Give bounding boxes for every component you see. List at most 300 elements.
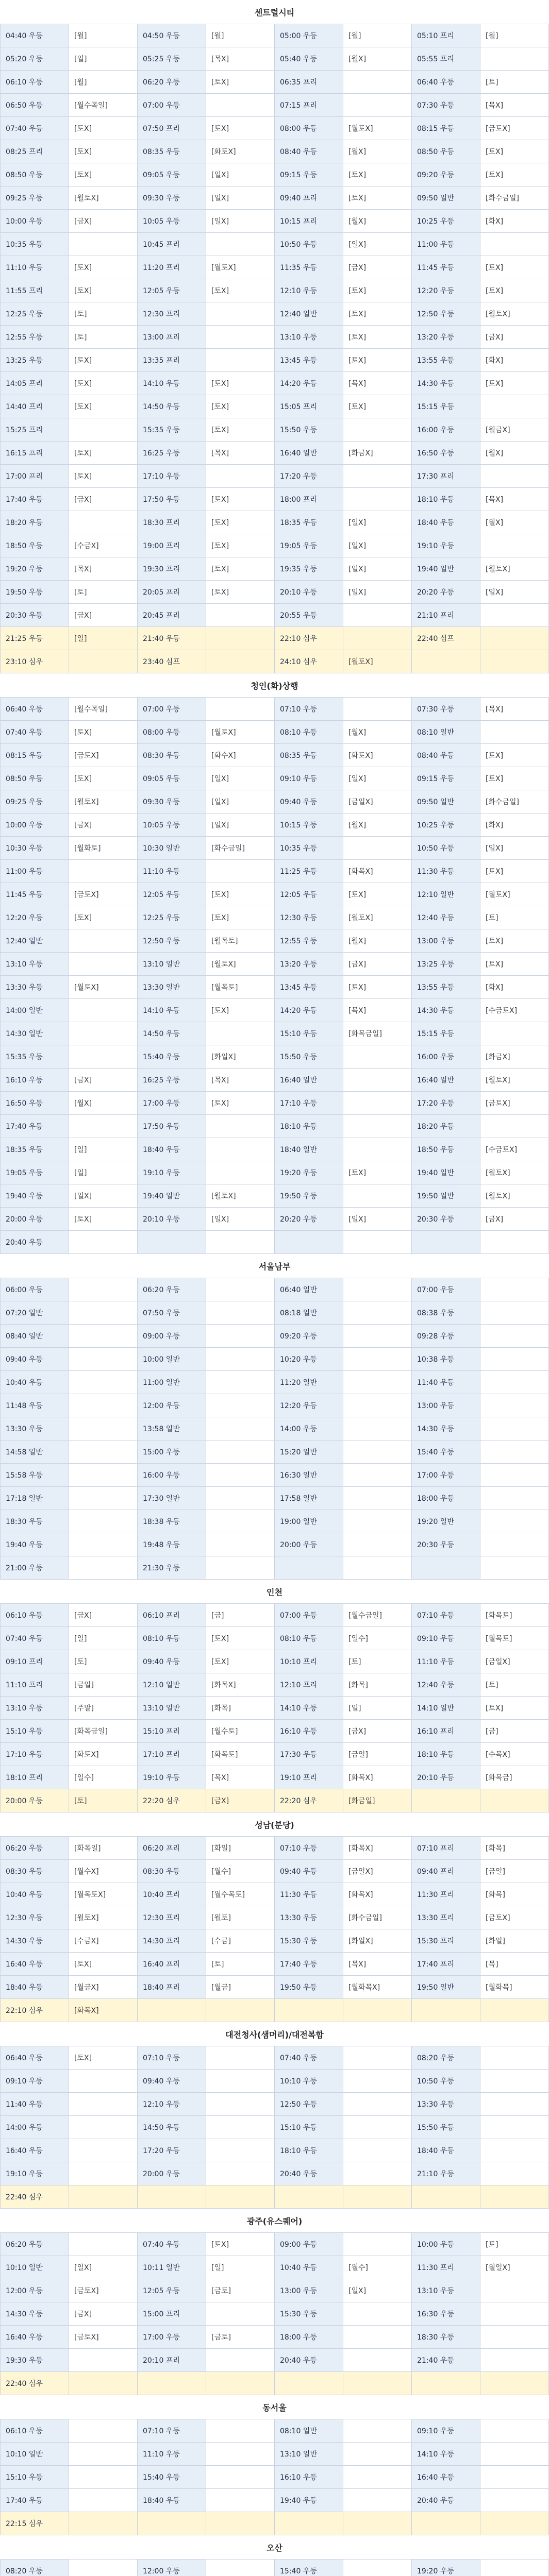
departure-time-cell: 09:40 우등 xyxy=(138,1650,206,1673)
day-tag-cell: [화목X] xyxy=(343,1883,412,1906)
day-tag-cell: [토X] xyxy=(69,395,138,418)
departure-time-cell: 16:40 우등 xyxy=(1,2326,69,2349)
departure-time-cell: 16:10 우등 xyxy=(275,1720,343,1743)
schedule-section xyxy=(0,1812,549,2022)
section-title: 대전청사(샘머리)/대전복합 xyxy=(0,2022,549,2046)
departure-time-cell: 12:55 우등 xyxy=(1,326,69,349)
day-tag-cell: [월목토] xyxy=(206,929,275,953)
day-tag-cell: [토X] xyxy=(69,349,138,372)
day-tag-cell: [금] xyxy=(206,1604,275,1627)
departure-time-cell: 06:20 우등 xyxy=(1,2233,69,2256)
schedule-section xyxy=(0,2209,549,2395)
day-tag-cell: [화수금일] xyxy=(480,187,549,210)
departure-time-cell: 19:40 일반 xyxy=(412,557,480,581)
day-tag-cell xyxy=(206,2443,275,2466)
departure-time-cell: 10:35 우등 xyxy=(275,837,343,860)
day-tag-cell xyxy=(206,1348,275,1371)
day-tag-cell: [월] xyxy=(206,24,275,47)
day-tag-cell xyxy=(206,2489,275,2512)
day-tag-cell: [화수금일] xyxy=(206,837,275,860)
day-tag-cell xyxy=(480,233,549,256)
departure-time-cell: 07:00 우등 xyxy=(412,1278,480,1301)
day-tag-cell xyxy=(69,1394,138,1417)
departure-time-cell: 23:10 심우 xyxy=(1,650,69,673)
day-tag-cell xyxy=(343,1301,412,1325)
departure-time-cell: 06:40 일반 xyxy=(275,1278,343,1301)
day-tag-cell xyxy=(69,1510,138,1533)
departure-time-cell: 19:30 우등 xyxy=(1,2349,69,2372)
day-tag-cell: [월수목토] xyxy=(206,1883,275,1906)
day-tag-cell: [일] xyxy=(69,627,138,650)
departure-time-cell: 14:50 우등 xyxy=(138,2116,206,2139)
departure-time-cell: 15:58 우등 xyxy=(1,1464,69,1487)
schedule-grid xyxy=(0,24,549,673)
day-tag-cell: [토X] xyxy=(343,395,412,418)
day-tag-cell: [토X] xyxy=(480,279,549,302)
departure-time-cell: 06:00 우등 xyxy=(1,1278,69,1301)
day-tag-cell xyxy=(343,1487,412,1510)
day-tag-cell: [토X] xyxy=(206,557,275,581)
day-tag-cell xyxy=(343,94,412,117)
day-tag-cell: [금X] xyxy=(69,210,138,233)
departure-time-cell: 13:55 우등 xyxy=(412,976,480,999)
day-tag-cell xyxy=(480,1999,549,2022)
day-tag-cell: [월수목일] xyxy=(69,94,138,117)
departure-time-cell: 06:10 우등 xyxy=(1,1604,69,1627)
day-tag-cell: [토] xyxy=(343,1650,412,1673)
departure-time-cell: 13:10 우등 xyxy=(412,2279,480,2302)
day-tag-cell xyxy=(343,2070,412,2093)
day-tag-cell xyxy=(69,2372,138,2395)
section-title: 인천 xyxy=(0,1580,549,1604)
day-tag-cell: [일X] xyxy=(69,1184,138,1208)
day-tag-cell: [금토X] xyxy=(69,2326,138,2349)
day-tag-cell xyxy=(343,1278,412,1301)
day-tag-cell: [일X] xyxy=(343,511,412,534)
departure-time-cell: 09:05 우등 xyxy=(138,163,206,187)
schedule-section xyxy=(0,2535,549,2576)
departure-time-cell: 18:10 우등 xyxy=(275,2139,343,2162)
day-tag-cell xyxy=(206,94,275,117)
departure-time-cell: 12:05 우등 xyxy=(138,883,206,906)
departure-time-cell: 09:50 일반 xyxy=(412,790,480,814)
day-tag-cell: [월X] xyxy=(69,1092,138,1115)
day-tag-cell xyxy=(480,2326,549,2349)
departure-time-cell: 17:50 우등 xyxy=(138,1115,206,1138)
schedule-section xyxy=(0,0,549,673)
day-tag-cell xyxy=(69,1464,138,1487)
departure-time-cell: 07:00 우등 xyxy=(275,1604,343,1627)
departure-time-cell: 10:45 프리 xyxy=(138,233,206,256)
day-tag-cell: [일X] xyxy=(343,233,412,256)
day-tag-cell: [금일] xyxy=(69,1673,138,1697)
day-tag-cell: [월토X] xyxy=(480,1184,549,1208)
day-tag-cell: [토X] xyxy=(69,2046,138,2070)
departure-time-cell: 17:20 우등 xyxy=(275,465,343,488)
day-tag-cell: [토X] xyxy=(480,767,549,790)
departure-time-cell: 10:35 우등 xyxy=(1,233,69,256)
day-tag-cell: [목X] xyxy=(206,1766,275,1789)
day-tag-cell: [일X] xyxy=(343,534,412,557)
departure-time-cell: 19:20 일반 xyxy=(412,1510,480,1533)
day-tag-cell: [목X] xyxy=(206,442,275,465)
day-tag-cell: [목X] xyxy=(69,557,138,581)
departure-time-cell: 13:55 우등 xyxy=(412,349,480,372)
day-tag-cell xyxy=(69,2185,138,2209)
departure-time-cell: 07:10 우등 xyxy=(138,2046,206,2070)
departure-time-cell: 17:40 우등 xyxy=(1,2489,69,2512)
day-tag-cell xyxy=(343,1510,412,1533)
departure-time-cell: 15:40 우등 xyxy=(138,1045,206,1069)
departure-time-cell: 07:20 일반 xyxy=(1,1301,69,1325)
departure-time-cell: 19:50 우등 xyxy=(275,1976,343,1999)
day-tag-cell xyxy=(343,2512,412,2535)
departure-time-cell: 12:50 우등 xyxy=(138,929,206,953)
departure-time-cell: 13:35 프리 xyxy=(138,349,206,372)
day-tag-cell xyxy=(343,1115,412,1138)
departure-time-cell: 14:30 우등 xyxy=(412,1417,480,1440)
departure-time-cell: 17:30 일반 xyxy=(138,1487,206,1510)
departure-time-cell: 10:40 프리 xyxy=(138,1883,206,1906)
departure-time-cell: 17:40 우등 xyxy=(275,1953,343,1976)
departure-time-cell: 17:30 우등 xyxy=(275,1743,343,1766)
departure-time-cell: 15:35 우등 xyxy=(1,1045,69,1069)
day-tag-cell xyxy=(480,2046,549,2070)
day-tag-cell: [일X] xyxy=(480,837,549,860)
departure-time-cell: 19:35 우등 xyxy=(275,557,343,581)
departure-time-cell: 11:10 우등 xyxy=(412,1650,480,1673)
departure-time-cell: 15:15 우등 xyxy=(412,1022,480,1045)
schedule-grid xyxy=(0,2419,549,2535)
day-tag-cell: [월일X] xyxy=(480,2256,549,2279)
day-tag-cell xyxy=(480,2372,549,2395)
day-tag-cell: [월토X] xyxy=(206,721,275,744)
day-tag-cell: [화목금일] xyxy=(69,1720,138,1743)
departure-time-cell: 15:50 우등 xyxy=(275,418,343,442)
departure-time-cell: 13:10 일반 xyxy=(275,2443,343,2466)
day-tag-cell: [토X] xyxy=(206,511,275,534)
departure-time-cell: 15:25 프리 xyxy=(1,418,69,442)
day-tag-cell xyxy=(206,2116,275,2139)
departure-time-cell: 10:00 우등 xyxy=(1,210,69,233)
day-tag-cell xyxy=(206,1301,275,1325)
departure-time-cell: 10:10 일반 xyxy=(1,2443,69,2466)
day-tag-cell xyxy=(343,698,412,721)
departure-time-cell: 06:50 우등 xyxy=(1,94,69,117)
departure-time-cell: 13:10 우등 xyxy=(1,1697,69,1720)
departure-time-cell: 18:50 우등 xyxy=(412,1138,480,1161)
departure-time-cell xyxy=(138,1999,206,2022)
departure-time-cell: 16:50 우등 xyxy=(1,1092,69,1115)
departure-time-cell: 10:30 일반 xyxy=(138,837,206,860)
departure-time-cell: 10:11 일반 xyxy=(138,2256,206,2279)
day-tag-cell xyxy=(206,2070,275,2093)
departure-time-cell: 16:00 우등 xyxy=(412,418,480,442)
departure-time-cell: 12:40 우등 xyxy=(412,906,480,929)
departure-time-cell: 18:30 우등 xyxy=(1,1510,69,1533)
day-tag-cell xyxy=(343,627,412,650)
day-tag-cell xyxy=(343,2560,412,2576)
departure-time-cell xyxy=(412,1789,480,1812)
departure-time-cell: 06:35 프리 xyxy=(275,71,343,94)
departure-time-cell: 18:20 우등 xyxy=(412,1115,480,1138)
departure-time-cell: 17:10 우등 xyxy=(275,1092,343,1115)
departure-time-cell: 06:20 우등 xyxy=(138,71,206,94)
departure-time-cell: 14:58 일반 xyxy=(1,1440,69,1464)
day-tag-cell: [월금X] xyxy=(69,1976,138,1999)
day-tag-cell: [월수] xyxy=(343,2256,412,2279)
departure-time-cell: 12:40 일반 xyxy=(1,929,69,953)
day-tag-cell: [토X] xyxy=(69,256,138,279)
departure-time-cell: 18:40 프리 xyxy=(138,1976,206,1999)
day-tag-cell xyxy=(206,650,275,673)
day-tag-cell: [토X] xyxy=(69,721,138,744)
day-tag-cell: [토X] xyxy=(206,906,275,929)
departure-time-cell: 18:10 우등 xyxy=(412,488,480,511)
day-tag-cell xyxy=(343,2093,412,2116)
departure-time-cell: 18:10 프리 xyxy=(1,1766,69,1789)
departure-time-cell: 08:40 우등 xyxy=(412,744,480,767)
departure-time-cell: 10:15 우등 xyxy=(275,814,343,837)
departure-time-cell: 13:58 일반 xyxy=(138,1417,206,1440)
departure-time-cell: 13:20 우등 xyxy=(275,953,343,976)
departure-time-cell: 11:30 프리 xyxy=(412,2256,480,2279)
day-tag-cell: [금토X] xyxy=(69,744,138,767)
departure-time-cell: 16:30 우등 xyxy=(412,2302,480,2326)
departure-time-cell: 22:40 심우 xyxy=(1,2185,69,2209)
day-tag-cell: [토X] xyxy=(206,418,275,442)
day-tag-cell: [화목] xyxy=(206,1697,275,1720)
departure-time-cell: 19:40 일반 xyxy=(412,1161,480,1184)
departure-time-cell: 09:30 우등 xyxy=(138,187,206,210)
departure-time-cell: 18:10 우등 xyxy=(275,1115,343,1138)
departure-time-cell: 13:00 우등 xyxy=(412,1394,480,1417)
day-tag-cell xyxy=(343,2349,412,2372)
departure-time-cell: 16:25 우등 xyxy=(138,1069,206,1092)
day-tag-cell xyxy=(69,1348,138,1371)
departure-time-cell: 11:10 우등 xyxy=(138,860,206,883)
day-tag-cell xyxy=(343,1184,412,1208)
departure-time-cell: 06:20 프리 xyxy=(138,1837,206,1860)
day-tag-cell xyxy=(343,2162,412,2185)
day-tag-cell: [화목금일] xyxy=(343,1022,412,1045)
departure-time-cell: 11:40 우등 xyxy=(412,1371,480,1394)
day-tag-cell xyxy=(480,534,549,557)
departure-time-cell: 19:50 우등 xyxy=(1,581,69,604)
departure-time-cell: 16:10 우등 xyxy=(275,2466,343,2489)
departure-time-cell: 08:35 우등 xyxy=(138,140,206,163)
departure-time-cell: 17:10 우등 xyxy=(1,1743,69,1766)
day-tag-cell xyxy=(343,1440,412,1464)
departure-time-cell: 15:15 우등 xyxy=(412,395,480,418)
day-tag-cell xyxy=(480,1115,549,1138)
departure-time-cell: 08:25 프리 xyxy=(1,140,69,163)
departure-time-cell: 15:00 프리 xyxy=(138,2302,206,2326)
day-tag-cell xyxy=(343,2443,412,2466)
day-tag-cell: [토X] xyxy=(480,929,549,953)
departure-time-cell: 17:30 프리 xyxy=(412,465,480,488)
departure-time-cell: 13:10 우등 xyxy=(275,326,343,349)
day-tag-cell xyxy=(480,2489,549,2512)
day-tag-cell xyxy=(343,2185,412,2209)
day-tag-cell xyxy=(69,1115,138,1138)
day-tag-cell: [화목X] xyxy=(69,1999,138,2022)
day-tag-cell: [월화토] xyxy=(69,837,138,860)
departure-time-cell: 14:40 프리 xyxy=(1,395,69,418)
departure-time-cell: 16:10 프리 xyxy=(412,1720,480,1743)
departure-time-cell: 07:15 프리 xyxy=(275,94,343,117)
schedule-grid xyxy=(0,2560,549,2576)
day-tag-cell: [화토X] xyxy=(69,1743,138,1766)
departure-time-cell xyxy=(412,2372,480,2395)
day-tag-cell: [일X] xyxy=(206,187,275,210)
departure-time-cell: 12:10 우등 xyxy=(138,2093,206,2116)
departure-time-cell: 14:00 우등 xyxy=(1,2116,69,2139)
departure-time-cell xyxy=(412,2512,480,2535)
departure-time-cell: 23:40 심프 xyxy=(138,650,206,673)
day-tag-cell xyxy=(206,349,275,372)
day-tag-cell xyxy=(206,1115,275,1138)
departure-time-cell: 17:10 우등 xyxy=(138,465,206,488)
departure-time-cell: 14:10 우등 xyxy=(138,372,206,395)
departure-time-cell: 20:40 우등 xyxy=(412,2489,480,2512)
departure-time-cell: 08:00 우등 xyxy=(138,721,206,744)
departure-time-cell: 10:10 일반 xyxy=(1,2256,69,2279)
day-tag-cell xyxy=(69,999,138,1022)
day-tag-cell xyxy=(69,1556,138,1580)
departure-time-cell: 18:40 우등 xyxy=(412,2139,480,2162)
departure-time-cell: 12:30 우등 xyxy=(1,1906,69,1929)
day-tag-cell xyxy=(206,1022,275,1045)
departure-time-cell: 15:10 프리 xyxy=(138,1720,206,1743)
departure-time-cell: 18:00 프리 xyxy=(275,488,343,511)
departure-time-cell: 12:20 우등 xyxy=(275,1394,343,1417)
day-tag-cell: [화금X] xyxy=(343,442,412,465)
departure-time-cell: 18:20 우등 xyxy=(1,511,69,534)
day-tag-cell xyxy=(480,1417,549,1440)
departure-time-cell: 19:30 프리 xyxy=(138,557,206,581)
day-tag-cell: [토X] xyxy=(480,953,549,976)
day-tag-cell xyxy=(480,1464,549,1487)
section-title: 청인(화)상행 xyxy=(0,673,549,698)
departure-time-cell: 13:10 일반 xyxy=(138,953,206,976)
departure-time-cell: 11:00 우등 xyxy=(1,860,69,883)
departure-time-cell: 09:25 우등 xyxy=(1,790,69,814)
day-tag-cell: [월금X] xyxy=(480,418,549,442)
day-tag-cell xyxy=(206,326,275,349)
day-tag-cell xyxy=(206,2419,275,2443)
departure-time-cell: 12:20 우등 xyxy=(1,906,69,929)
day-tag-cell: [화토X] xyxy=(343,744,412,767)
day-tag-cell: [금X] xyxy=(69,1069,138,1092)
day-tag-cell xyxy=(480,604,549,627)
departure-time-cell: 12:25 우등 xyxy=(1,302,69,326)
day-tag-cell xyxy=(343,2302,412,2326)
day-tag-cell: [토X] xyxy=(480,140,549,163)
departure-time-cell: 12:00 우등 xyxy=(1,2279,69,2302)
departure-time-cell: 09:10 우등 xyxy=(412,2419,480,2443)
day-tag-cell xyxy=(480,1394,549,1417)
day-tag-cell: [월X] xyxy=(480,442,549,465)
day-tag-cell: [목X] xyxy=(480,488,549,511)
departure-time-cell: 14:10 일반 xyxy=(412,1697,480,1720)
departure-time-cell: 13:30 프리 xyxy=(412,1906,480,1929)
departure-time-cell: 18:00 우등 xyxy=(275,2326,343,2349)
departure-time-cell: 06:40 우등 xyxy=(1,698,69,721)
day-tag-cell xyxy=(69,1045,138,1069)
departure-time-cell: 16:40 우등 xyxy=(1,2139,69,2162)
day-tag-cell: [토X] xyxy=(480,256,549,279)
departure-time-cell: 16:15 프리 xyxy=(1,442,69,465)
departure-time-cell: 09:10 우등 xyxy=(275,767,343,790)
day-tag-cell: [토X] xyxy=(343,187,412,210)
departure-time-cell: 05:00 우등 xyxy=(275,24,343,47)
departure-time-cell: 19:40 우등 xyxy=(275,2489,343,2512)
departure-time-cell xyxy=(275,2185,343,2209)
day-tag-cell: [화목] xyxy=(480,1837,549,1860)
day-tag-cell: [토X] xyxy=(343,279,412,302)
day-tag-cell xyxy=(480,1348,549,1371)
day-tag-cell: [화수금일] xyxy=(480,790,549,814)
departure-time-cell: 07:40 우등 xyxy=(1,1627,69,1650)
departure-time-cell: 12:10 일반 xyxy=(412,883,480,906)
day-tag-cell: [토X] xyxy=(206,1627,275,1650)
day-tag-cell: [월] xyxy=(480,24,549,47)
departure-time-cell: 13:00 프리 xyxy=(138,326,206,349)
departure-time-cell: 09:00 우등 xyxy=(138,1325,206,1348)
day-tag-cell: [월] xyxy=(69,71,138,94)
day-tag-cell xyxy=(343,1069,412,1092)
day-tag-cell xyxy=(69,860,138,883)
day-tag-cell: [월X] xyxy=(343,140,412,163)
departure-time-cell: 11:30 우등 xyxy=(412,860,480,883)
day-tag-cell xyxy=(480,47,549,71)
departure-time-cell: 18:10 우등 xyxy=(412,1743,480,1766)
departure-time-cell: 17:10 프리 xyxy=(138,1743,206,1766)
departure-time-cell: 15:10 우등 xyxy=(1,2466,69,2489)
departure-time-cell: 16:40 일반 xyxy=(275,1069,343,1092)
departure-time-cell: 22:20 심우 xyxy=(138,1789,206,1812)
day-tag-cell: [화목X] xyxy=(206,1673,275,1697)
departure-time-cell: 19:40 우등 xyxy=(1,1533,69,1556)
departure-time-cell: 07:40 우등 xyxy=(138,2233,206,2256)
departure-time-cell: 14:50 우등 xyxy=(138,395,206,418)
day-tag-cell xyxy=(343,2489,412,2512)
day-tag-cell: [수금토X] xyxy=(480,1138,549,1161)
day-tag-cell: [금X] xyxy=(69,1604,138,1627)
departure-time-cell: 17:00 프리 xyxy=(1,465,69,488)
day-tag-cell: [토X] xyxy=(206,488,275,511)
departure-time-cell: 17:20 우등 xyxy=(412,1092,480,1115)
departure-time-cell: 08:40 일반 xyxy=(1,1325,69,1348)
day-tag-cell xyxy=(69,2560,138,2576)
schedule-grid xyxy=(0,1604,549,1812)
day-tag-cell xyxy=(206,1464,275,1487)
departure-time-cell: 16:30 일반 xyxy=(275,1464,343,1487)
departure-time-cell: 11:40 우등 xyxy=(1,2093,69,2116)
departure-time-cell: 21:30 우등 xyxy=(138,1556,206,1580)
departure-time-cell: 10:50 우등 xyxy=(412,2070,480,2093)
day-tag-cell xyxy=(343,1045,412,1069)
day-tag-cell: [화일X] xyxy=(343,1929,412,1953)
departure-time-cell: 11:48 우등 xyxy=(1,1394,69,1417)
day-tag-cell xyxy=(480,2512,549,2535)
departure-time-cell: 19:20 우등 xyxy=(412,2560,480,2576)
day-tag-cell: [수금X] xyxy=(69,1929,138,1953)
day-tag-cell xyxy=(206,2372,275,2395)
day-tag-cell: [금X] xyxy=(343,953,412,976)
departure-time-cell xyxy=(138,2372,206,2395)
